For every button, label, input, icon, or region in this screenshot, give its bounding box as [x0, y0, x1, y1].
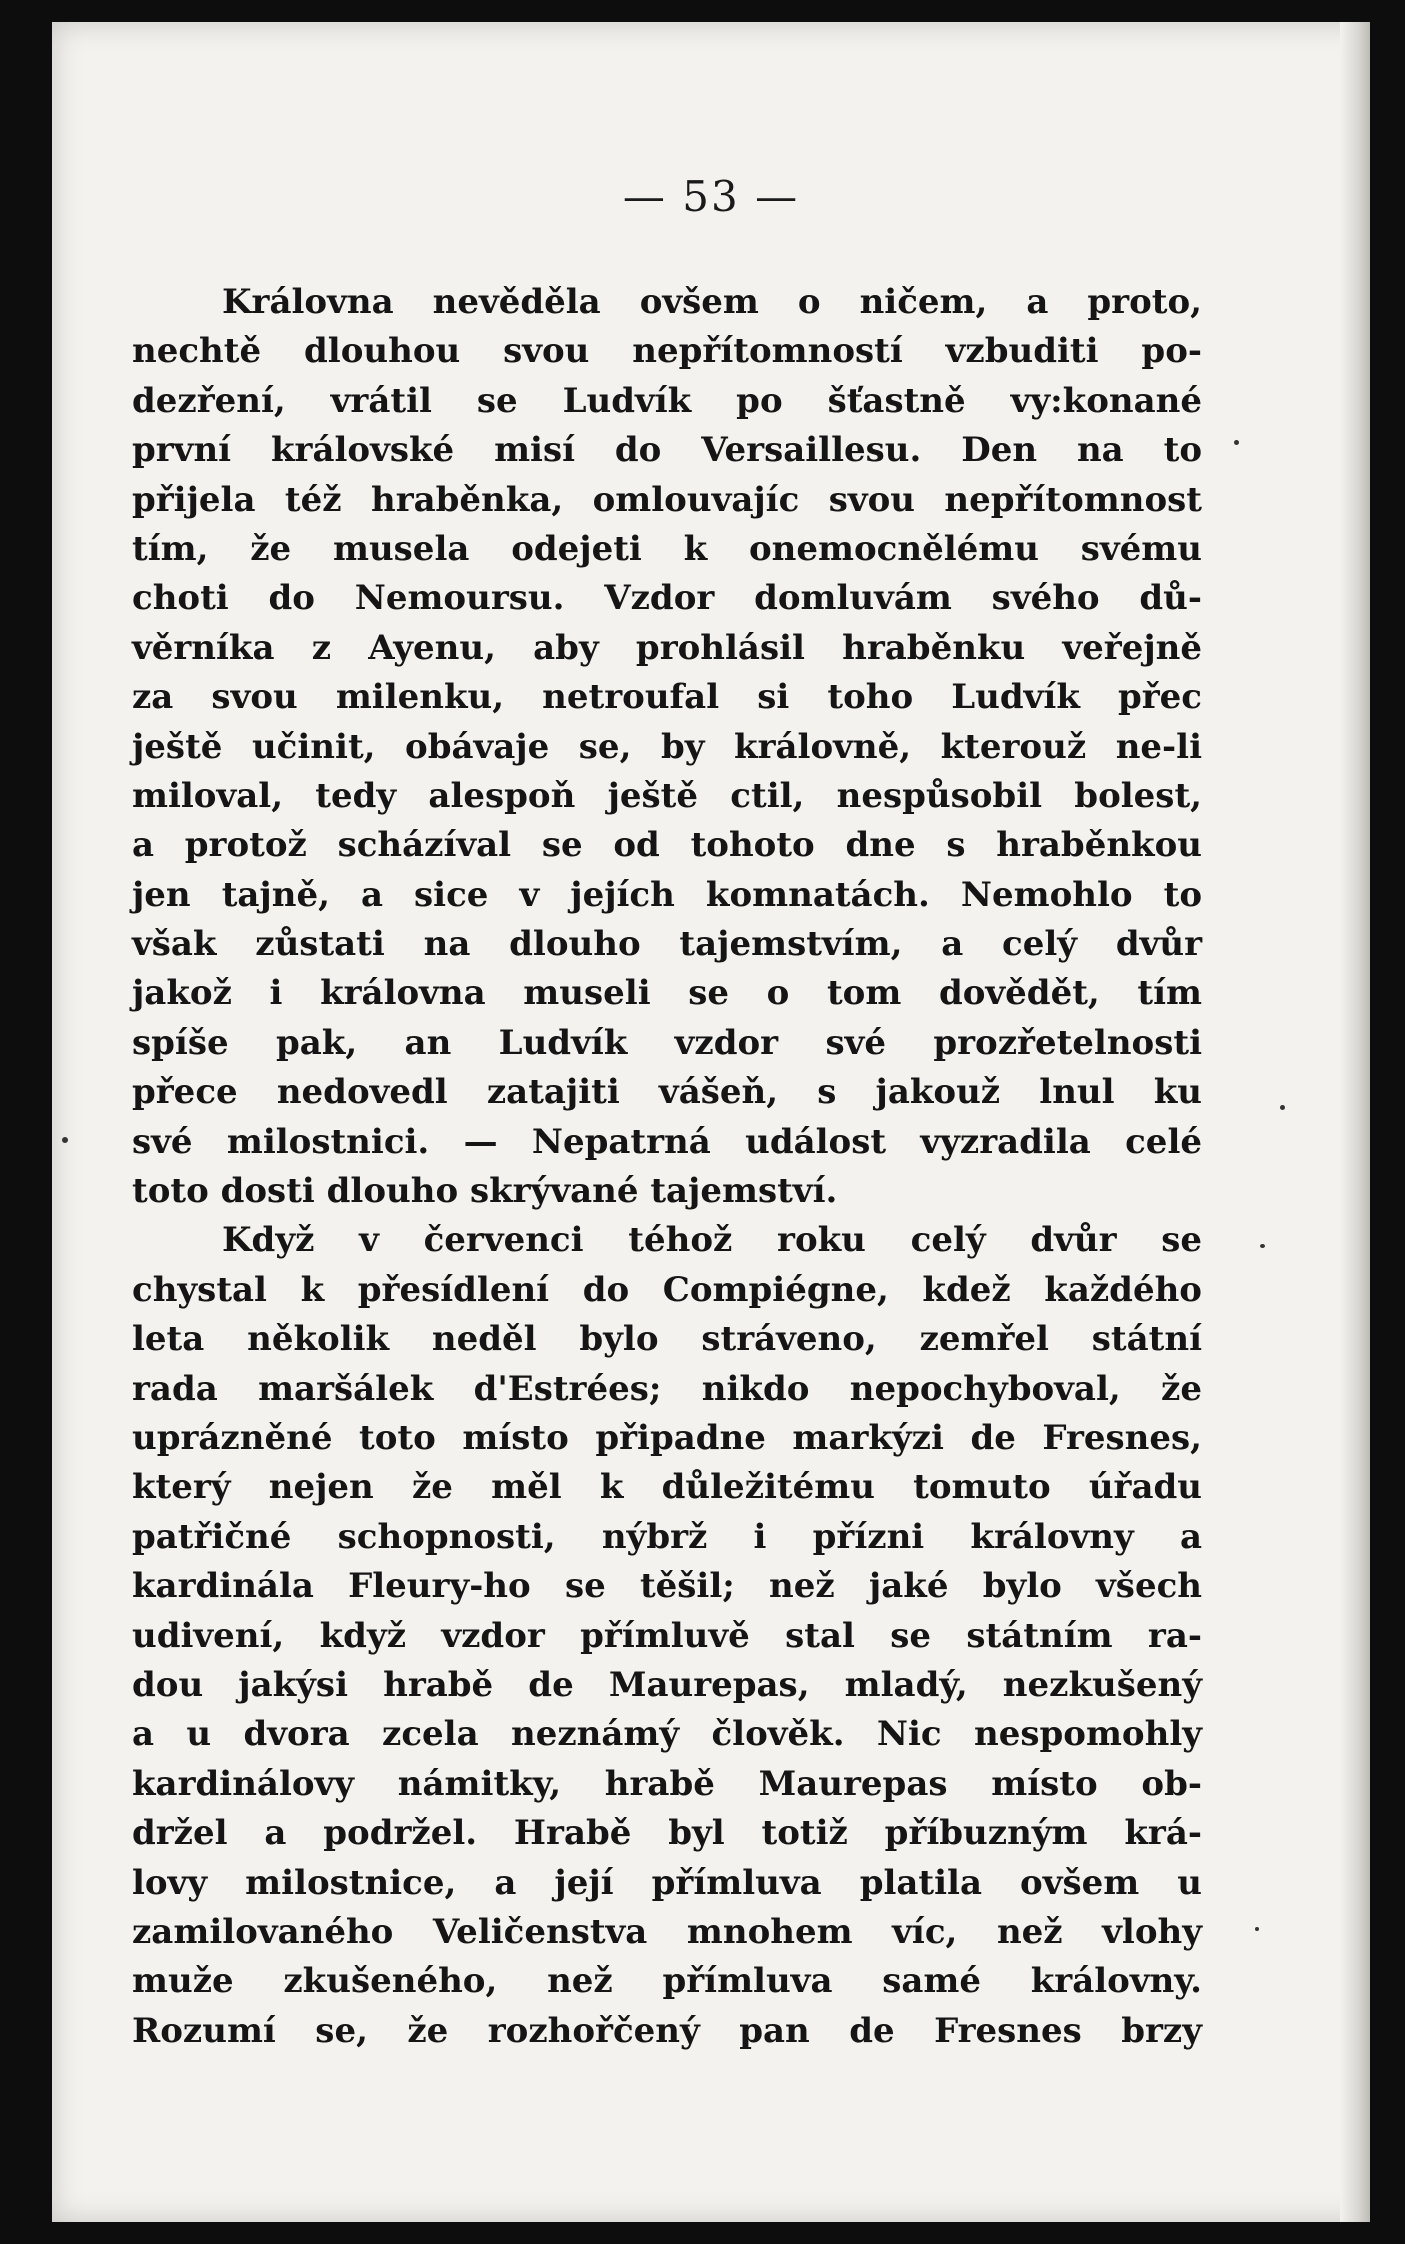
page-edge-shadow: [1340, 22, 1370, 2222]
text-line: udivení, když vzdor přímluvě stal se státním ra-: [132, 1615, 1202, 1656]
text-line: spíše pak, an Ludvík vzdor své prozřetelnosti: [132, 1022, 1202, 1063]
text-line: dou jakýsi hrabě de Maurepas, mladý, nezkušený: [132, 1664, 1202, 1705]
text-line: za svou milenku, netroufal si toho Ludvík přec: [132, 677, 1202, 718]
text-line: první královské misí do Versaillesu. Den na to: [132, 430, 1202, 471]
text-line: uprázněné toto místo připadne markýzi de Fresnes,: [132, 1417, 1202, 1458]
text-line: věrníka z Ayenu, aby prohlásil hraběnku veřejně: [132, 627, 1202, 668]
text-line: však zůstati na dlouho tajemstvím, a celý dvůr: [132, 924, 1202, 965]
text-line: který nejen že měl k důležitému tomuto úřadu: [132, 1467, 1202, 1508]
text-line: přijela též hraběnka, omlouvajíc svou nepřítomnost: [132, 479, 1202, 520]
text-line: patřičné schopnosti, nýbrž i přízni královny a: [132, 1516, 1202, 1557]
text-line: kardinálovy námitky, hrabě Maurepas místo ob-: [132, 1763, 1202, 1804]
text-line: toto dosti dlouho skrývané tajemství.: [132, 1171, 838, 1212]
text-line: a protož scházíval se od tohoto dne s hraběnkou: [132, 825, 1202, 866]
text-line: držel a podržel. Hrabě byl totiž příbuzným krá-: [132, 1813, 1202, 1854]
text-line: ještě učinit, obávaje se, by královně, kterouž ne-li: [132, 726, 1202, 767]
text-line: tím, že musela odejeti k onemocnělému svému: [132, 528, 1202, 569]
text-line: leta několik neděl bylo stráveno, zemřel státní: [132, 1319, 1202, 1360]
text-line: jen tajně, a sice v jejích komnatách. Nemohlo to: [132, 874, 1202, 915]
text-line: Královna nevěděla ovšem o ničem, a proto,: [222, 282, 1202, 322]
body-text: [132, 278, 1202, 2056]
text-line: Když v červenci téhož roku celý dvůr se: [222, 1220, 1202, 1261]
print-speck: [1234, 440, 1239, 445]
text-line: dezření, vrátil se Ludvík po šťastně vy:konané: [132, 380, 1202, 421]
text-line: Rozumí se, že rozhořčený pan de Fresnes brzy: [132, 2010, 1202, 2051]
print-speck: [1280, 1105, 1285, 1110]
text-line: nechtě dlouhou svou nepřítomností vzbuditi po-: [132, 331, 1202, 372]
print-speck: [62, 1137, 68, 1143]
text-line: muže zkušeného, než přímluva samé královny.: [132, 1961, 1202, 2002]
paragraph: [132, 1216, 1202, 2056]
text-line: a u dvora zcela neznámý člověk. Nic nespomohly: [132, 1714, 1202, 1755]
text-line: rada maršálek d'Estrées; nikdo nepochyboval, že: [132, 1368, 1202, 1409]
text-line: miloval, tedy alespoň ještě ctil, nespůsobil bolest,: [132, 775, 1202, 816]
text-line: zamilovaného Veličenstva mnohem víc, než vlohy: [132, 1911, 1202, 1952]
text-line: choti do Nemoursu. Vzdor domluvám svého dů-: [132, 578, 1202, 619]
print-speck: [1260, 1244, 1265, 1248]
paragraph: [132, 278, 1202, 1216]
page-number: — 53 —: [622, 172, 800, 221]
text-line: jakož i královna museli se o tom dovědět, tím: [132, 973, 1202, 1014]
text-line: kardinála Fleury-ho se těšil; než jaké bylo všech: [132, 1566, 1202, 1607]
print-speck: [1255, 1927, 1259, 1931]
text-line: své milostnici. — Nepatrná událost vyzradila celé: [132, 1121, 1202, 1162]
text-line: přece nedovedl zatajiti vášeň, s jakouž lnul ku: [132, 1072, 1202, 1113]
text-line: lovy milostnice, a její přímluva platila ovšem u: [132, 1862, 1202, 1903]
text-line: chystal k přesídlení do Compiégne, kdež každého: [132, 1269, 1202, 1310]
book-page: [52, 22, 1370, 2222]
